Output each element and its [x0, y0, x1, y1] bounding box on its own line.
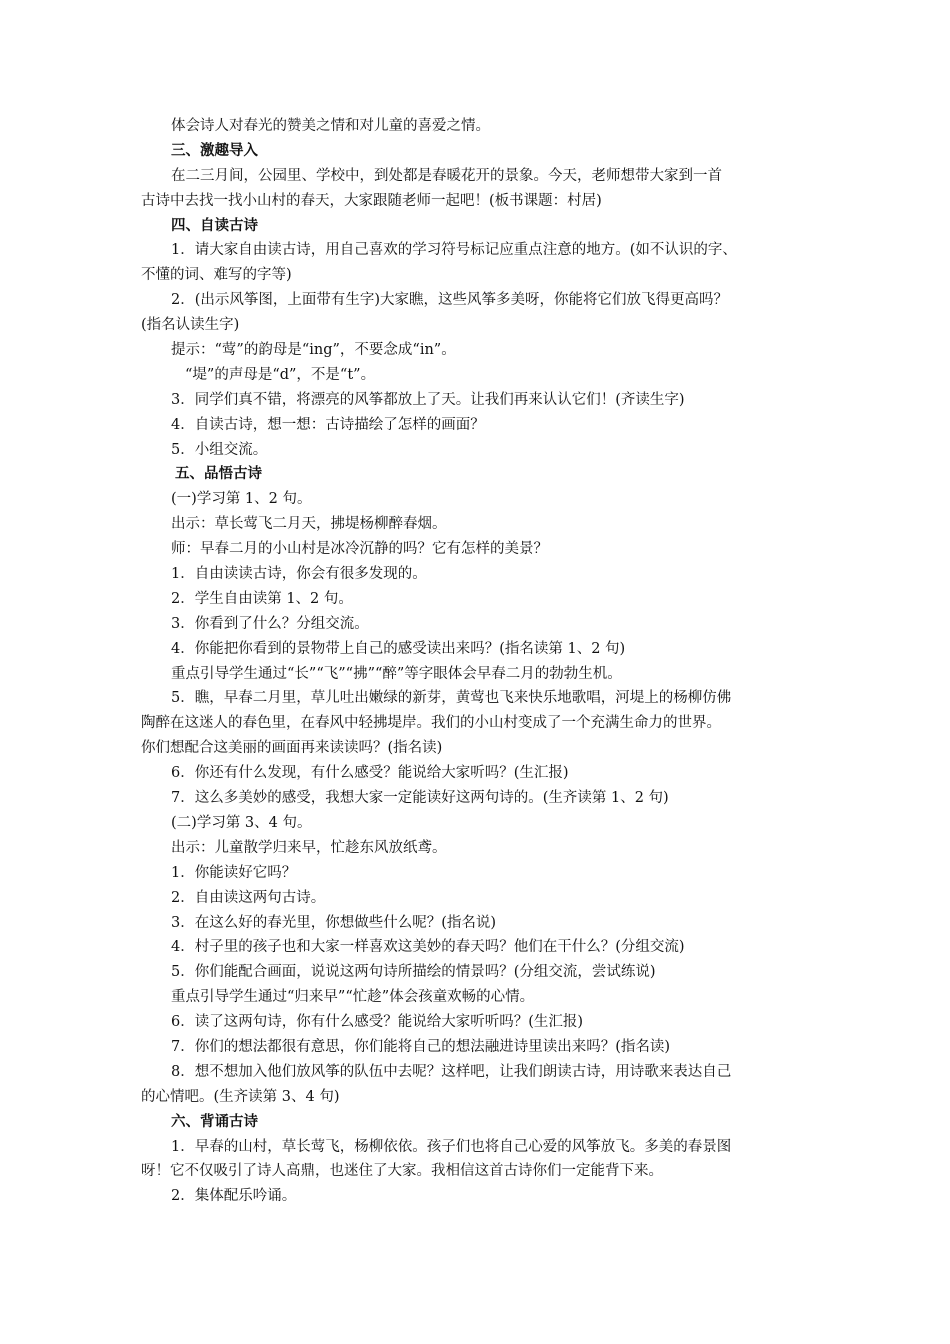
text-line: 7．这么多美妙的感受，我想大家一定能读好这两句诗的。(生齐读第 1、2 句) — [171, 790, 669, 807]
text-line: 4．自读古诗，想一想：古诗描绘了怎样的画面？ — [171, 416, 485, 433]
text-line: 5．你们能配合画面，说说这两句诗所描绘的情景吗？(分组交流，尝试练说) — [171, 964, 656, 981]
text-line: 的心情吧。(生齐读第 3、4 句) — [141, 1088, 340, 1105]
text-line: 4．村子里的孩子也和大家一样喜欢这美妙的春天吗？他们在干什么？(分组交流) — [171, 939, 685, 956]
text-line: 出示：儿童散学归来早，忙趁东风放纸鸢。 — [171, 839, 447, 856]
text-line: 3．同学们真不错，将漂亮的风筝都放上了天。让我们再来认认它们！(齐读生字) — [171, 391, 685, 408]
text-line: 6．读了这两句诗，你有什么感受？能说给大家听听吗？(生汇报) — [171, 1014, 584, 1031]
text-line: 2．(出示风筝图，上面带有生字)大家瞧，这些风筝多美呀，你能将它们放飞得更高吗？ — [171, 292, 729, 309]
text-line: 不懂的词、难写的字等) — [141, 267, 292, 284]
text-line: (一)学习第 1、2 句。 — [171, 491, 312, 508]
text-line: 1．早春的山村，草长莺飞，杨柳依依。孩子们也将自己心爱的风筝放飞。多美的春景图 — [171, 1138, 732, 1155]
text-line: 师：早春二月的小山村是冰冷沉静的吗？它有怎样的美景？ — [171, 541, 548, 558]
text-line: 2．学生自由读第 1、2 句。 — [171, 590, 353, 607]
text-line: 2．自由读这两句古诗。 — [171, 889, 326, 906]
text-line: 5．小组交流。 — [171, 441, 268, 458]
text-line: 2．集体配乐吟诵。 — [171, 1188, 297, 1205]
text-line: 4．你能把你看到的景物带上自己的感受读出来吗？(指名读第 1、2 句) — [171, 640, 626, 657]
text-line: 1．请大家自由读古诗，用自己喜欢的学习符号标记应重点注意的地方。(如不认识的字、 — [171, 242, 737, 259]
text-line: 5．瞧，早春二月里，草儿吐出嫩绿的新芽，黄莺也飞来快乐地歌唱，河堤上的杨柳仿佛 — [171, 690, 732, 707]
text-line: 体会诗人对春光的赞美之情和对儿童的喜爱之情。 — [171, 118, 490, 134]
text-line: 3．在这么好的春光里，你想做些什么呢？(指名说) — [171, 914, 497, 931]
text-line: 古诗中去找一找小山村的春天，大家跟随老师一起吧！(板书课题：村居) — [141, 192, 602, 209]
text-line: 6．你还有什么发现，有什么感受？能说给大家听吗？(生汇报) — [171, 765, 569, 782]
text-line: 7．你们的想法都很有意思，你们能将自己的想法融进诗里读出来吗？(指名读) — [171, 1038, 671, 1055]
text-line: 你们想配合这美丽的画面再来读读吗？(指名读) — [141, 740, 443, 757]
section-heading: 四、自读古诗 — [171, 216, 258, 234]
section-heading: 六、背诵古诗 — [171, 1112, 258, 1130]
text-line: 1．自由读读古诗，你会有很多发现的。 — [171, 566, 427, 583]
text-line: 重点引导学生通过“归来早”“忙趁”体会孩童欢畅的心情。 — [171, 989, 535, 1006]
text-line: 1．你能读好它吗？ — [171, 864, 297, 881]
text-line: 出示：草长莺飞二月天，拂堤杨柳醉春烟。 — [171, 516, 447, 533]
text-line: 提示：“莺”的韵母是“ing”，不要念成“in”。 — [171, 342, 456, 359]
text-line: “堤”的声母是“d”，不是“t”。 — [185, 366, 376, 383]
text-line: 重点引导学生通过“长”“飞”“拂”“醉”等字眼体会早春二月的勃勃生机。 — [171, 665, 622, 682]
text-line: 呀！它不仅吸引了诗人高鼎，也迷住了大家。我相信这首古诗你们一定能背下来。 — [141, 1163, 663, 1180]
section-heading: 三、激趣导入 — [171, 141, 258, 159]
section-heading: 五、品悟古诗 — [175, 465, 262, 483]
text-line: (指名认读生字) — [141, 317, 240, 334]
document-body — [141, 114, 811, 1209]
text-line: 陶醉在这迷人的春色里，在春风中轻拂堤岸。我们的小山村变成了一个充满生命力的世界。 — [141, 715, 721, 732]
text-line: 在二三月间，公园里、学校中，到处都是春暖花开的景象。今天，老师想带大家到一首 — [171, 167, 722, 184]
text-line: 8．想不想加入他们放风筝的队伍中去呢？这样吧，让我们朗读古诗，用诗歌来表达自己 — [171, 1063, 732, 1080]
text-line: (二)学习第 3、4 句。 — [171, 814, 312, 831]
text-line: 3．你看到了什么？分组交流。 — [171, 615, 369, 632]
